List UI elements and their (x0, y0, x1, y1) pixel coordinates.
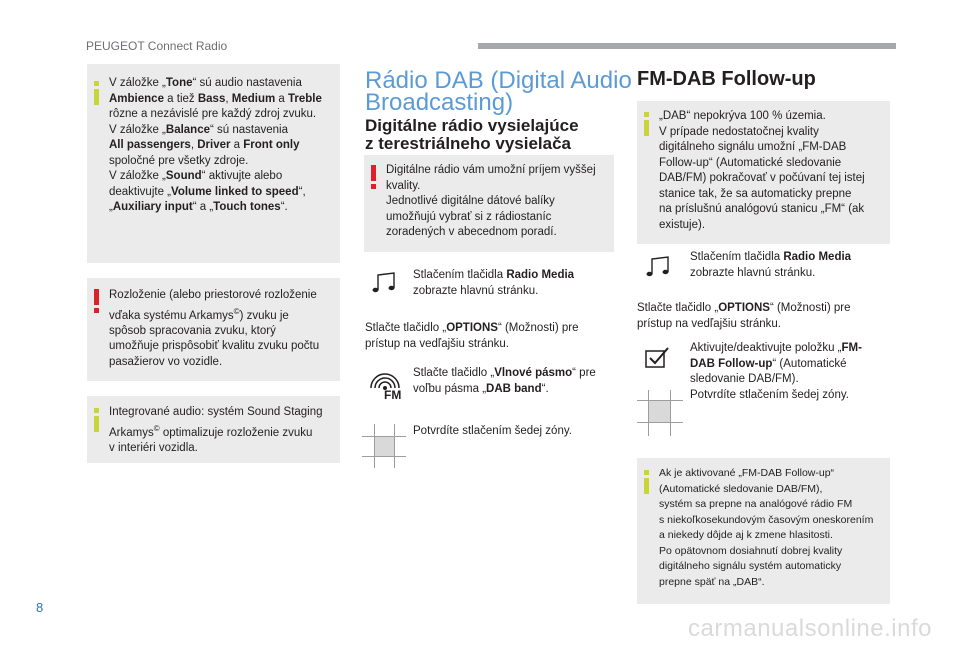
info-icon (94, 408, 99, 432)
step-text: Potvrdíte stlačením šedej zóny. (690, 389, 849, 401)
info-text: „DAB“ nepokrýva 100 % územia. V prípade nedostatočnej kvality digitálneho signálu umožní „FM-DAB Follow-up“ (Automatické sledovanie DAB/FM) pokračovať v počúvaní tej istej stanice tak, že sa automaticky prepne na príslušnú analógovú stanicu „FM“ (ak existuje). (659, 110, 865, 231)
music-note-icon (370, 270, 400, 301)
info-box-tone (87, 64, 340, 263)
checkbox-icon (644, 345, 672, 376)
info-icon (644, 112, 649, 136)
step-text: Stlačte tlačidlo „Vlnové pásmo“ pre voľbu pásma „DAB band“. (413, 367, 596, 395)
step-text: Aktivujte/deaktivujte položku „FM- DAB Follow-up“ (Automatické sledovanie DAB/FM). (690, 342, 862, 385)
step-text: Stlačte tlačidlo „OPTIONS“ (Možnosti) pre prístup na vedľajšiu stránku. (637, 302, 851, 330)
info-text: Ak je aktivované „FM-DAB Follow-up“ (Automatické sledovanie DAB/FM), systém sa prepne na analógové rádio FM s niekoľkosekundovým časovým oneskorením a niekedy dôjde aj k zmene hlasitosti. Po opätovnom dosiahnutí dobrej kvality digitálneho signálu systém automaticky prepne späť na „DAB“. (659, 467, 874, 588)
warning-box-arkamys (87, 278, 340, 381)
step-text: Stlačením tlačidla Radio Media zobrazte hlavnú stránku. (690, 251, 852, 279)
step-text: Stlačte tlačidlo „OPTIONS“ (Možnosti) pre prístup na vedľajšiu stránku. (365, 322, 579, 350)
info-text: Integrované audio: systém Sound Staging Arkamys© optimalizuje rozloženie zvuku v interiéri vozidla. (109, 406, 323, 454)
info-box-dab-coverage (637, 101, 890, 244)
watermark-link[interactable]: carmanualsonline.info (688, 615, 932, 642)
info-box-follow-up (637, 458, 890, 604)
grey-zone-icon (362, 424, 406, 468)
warning-icon (371, 165, 376, 189)
warning-icon (94, 289, 99, 313)
info-box-sound-staging (87, 396, 340, 463)
info-text: V záložke „Tone“ sú audio nastavenia Ambience a tiež Bass, Medium a Treble rôzne a nezávislé pre každý zdroj zvuku. V záložke „Balance“ sú nastavenia All passengers, Driver a Front only spoločné pre všetky zdroje. V záložke „Sound“ aktivujte alebo deaktivujte „Volume linked to speed“, „Auxiliary input“ a „Touch tones“. (109, 77, 322, 213)
step-text: Potvrdíte stlačením šedej zóny. (413, 425, 572, 437)
radio-band-label: FM (384, 388, 402, 402)
warning-box-digital-radio (364, 155, 614, 252)
grey-zone-icon (637, 390, 683, 436)
page-number: 8 (36, 600, 44, 615)
header-title: PEUGEOT Connect Radio (86, 39, 228, 53)
warning-text: Rozloženie (alebo priestorové rozloženie vďaka systému Arkamys©) zvuku je spôsob spracovania zvuku, ktorý umožňuje prispôsobiť kvalitu zvuku počtu pasažierov vo vozidle. (109, 289, 320, 368)
info-icon (94, 81, 99, 105)
section-title-dab: Rádio DAB (Digital Audio Broadcasting) (365, 67, 632, 116)
step-text: Stlačením tlačidla Radio Media zobrazte hlavnú stránku. (413, 269, 575, 297)
section-title-fmdab: FM-DAB Follow-up (637, 68, 816, 90)
info-icon (644, 470, 649, 494)
music-note-icon (644, 254, 674, 285)
section-subtitle: Digitálne rádio vysielajúce z terestriálneho vysielača (365, 116, 579, 153)
header-bar (478, 43, 896, 49)
warning-text: Digitálne rádio vám umožní príjem vyššej kvality. Jednotlivé digitálne dátové balíky umožňujú vybrať si z rádiostaníc zoradených v abecednom poradí. (386, 164, 596, 238)
